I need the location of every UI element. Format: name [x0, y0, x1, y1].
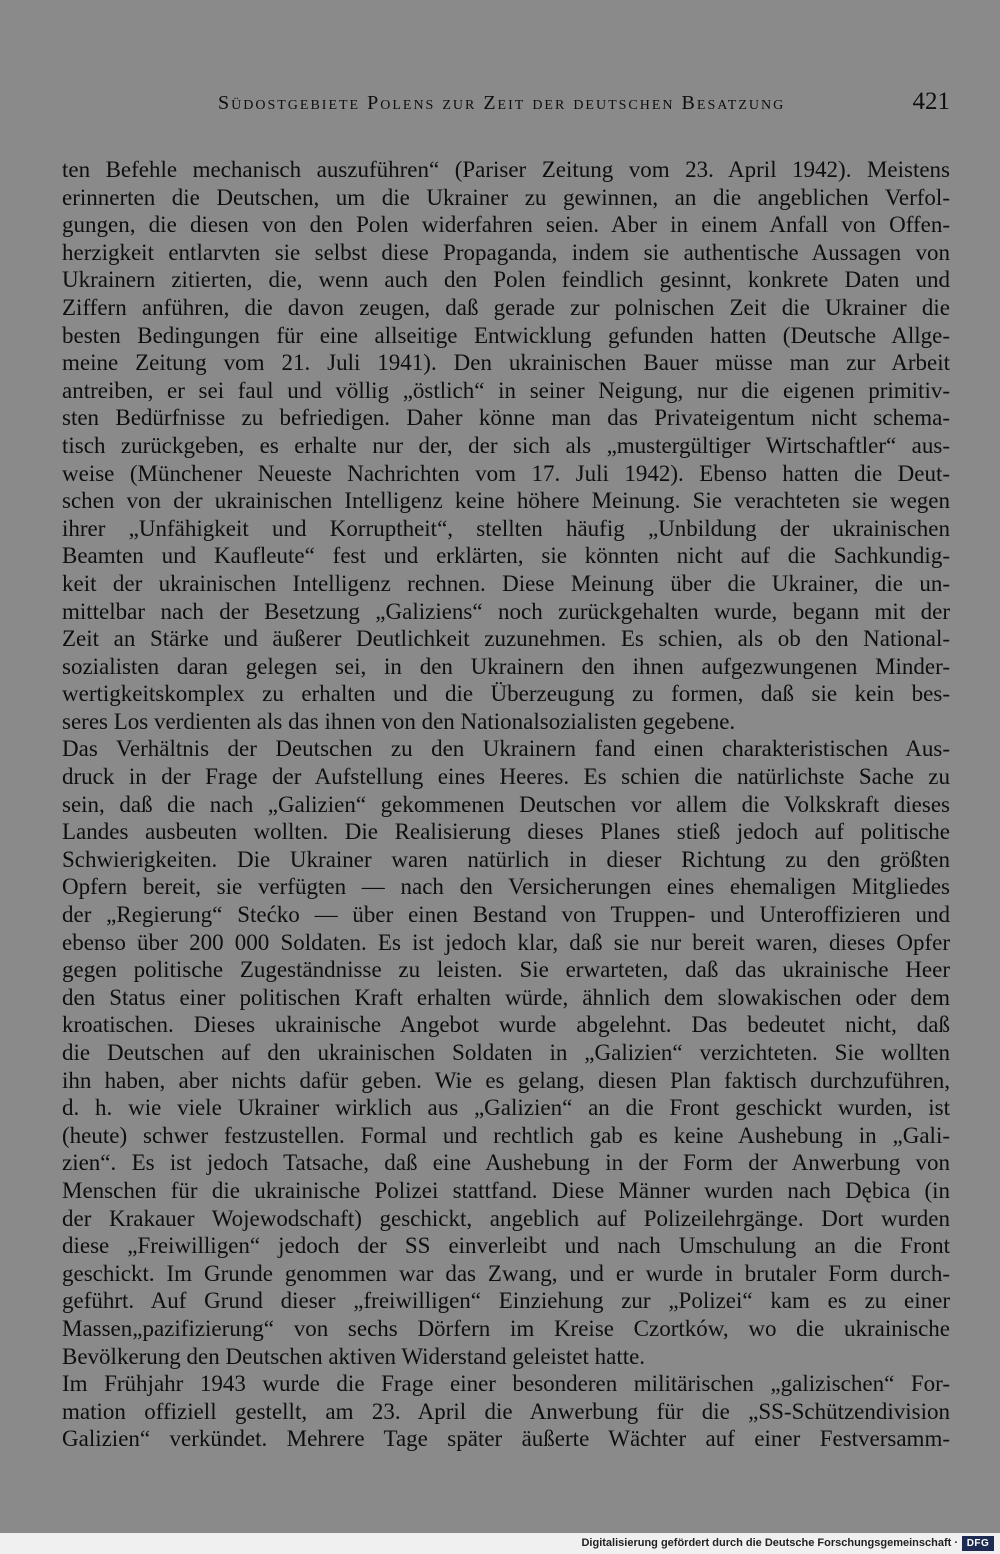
text-line: mation offiziell gestellt, am 23. April die Anwerbung für die „SS-Schützendivision [62, 1398, 950, 1424]
text-line: herzigkeit entlarvten sie selbst diese Propaganda, indem sie authentische Aussagen von [62, 239, 950, 265]
text-line: kroatischen. Dieses ukrainische Angebot wurde abgelehnt. Das bedeutet nicht, daß [62, 1012, 950, 1038]
text-line: Im Frühjahr 1943 wurde die Frage einer besonderen militärischen „galizischen“ For- [62, 1371, 950, 1397]
text-line: seres Los verdienten als das ihnen von den Nationalsozialisten gegebene. [62, 708, 736, 734]
text-line: keit der ukrainischen Intelligenz rechnen. Diese Meinung über die Ukrainer, die un- [62, 570, 950, 596]
text-line: mittelbar nach der Besetzung „Galiziens“ noch zurückgehalten wurde, begann mit der [62, 598, 950, 624]
text-line: die Deutschen auf den ukrainischen Soldaten in „Galizien“ verzichteten. Sie wollten [62, 1040, 950, 1065]
text-line: Opfern bereit, sie verfügten — nach den Versicherungen eines ehemaligen Mitgliedes [62, 874, 950, 900]
text-line: antreiben, er sei faul und völlig „östlich“ in seiner Neigung, nur die eigenen primitiv- [62, 377, 950, 403]
text-line: diese „Freiwilligen“ jedoch der SS einverleibt und nach Umschulung an die Front [62, 1233, 950, 1259]
text-line: zien“. Es ist jedoch Tatsache, daß eine Aushebung in der Form der Anwerbung von [62, 1150, 950, 1176]
text-line: druck in der Frage der Aufstellung eines Heeres. Es schien die natürlichste Sache zu [62, 764, 950, 790]
text-line: weise (Münchener Neueste Nachrichten vom 17. Juli 1942). Ebenso hatten die Deut- [62, 460, 950, 486]
text-line: Bevölkerung den Deutschen aktiven Widerstand geleistet hatte. [62, 1343, 646, 1369]
text-line: schen von der ukrainischen Intelligenz keine höhere Meinung. Sie verachteten sie wegen [62, 488, 950, 514]
text-line: der „Regierung“ Stećko — über einen Bestand von Truppen- und Unteroffizieren und [62, 902, 950, 928]
text-line: wertigkeitskomplex zu erhalten und die Überzeugung zu formen, daß sie kein bes- [62, 681, 950, 707]
text-line: gegen politische Zugeständnisse zu leisten. Sie erwarteten, daß das ukrainische Heer [62, 957, 950, 983]
text-line: Zeit an Stärke und äußerer Deutlichkeit zuzunehmen. Es schien, als ob den National- [62, 626, 950, 652]
text-line: (heute) schwer festzustellen. Formal und rechtlich gab es keine Aushebung in „Gali- [62, 1122, 950, 1148]
text-line: sozialisten daran gelegen sei, in den Ukrainern den ihnen aufgezwungenen Minder- [62, 653, 950, 679]
text-line: sein, daß die nach „Galizien“ gekommenen Deutschen vor allem die Volkskraft dieses [62, 791, 950, 817]
text-line: sten Bedürfnisse zu befriedigen. Daher könne man das Privateigentum nicht schema- [62, 405, 950, 431]
text-line: gungen, die diesen von den Polen widerfahren seien. Aber in einem Anfall von Offen- [62, 212, 950, 238]
text-line: ihrer „Unfähigkeit und Korruptheit“, stellten häufig „Unbildung der ukrainischen [62, 515, 950, 541]
text-line: ten Befehle mechanisch auszuführen“ (Pariser Zeitung vom 23. April 1942). Meistens [62, 157, 950, 182]
text-line: Beamten und Kaufleute“ fest und erklärten, sie könnten nicht auf die Sachkundig- [62, 543, 950, 569]
page-number: 421 [912, 88, 950, 115]
text-line: tisch zurückgeben, es erhalte nur der, der sich als „mustergültiger Wirtschaftler“ aus- [62, 432, 950, 458]
text-line: Ukrainern zitierten, die, wenn auch den Polen feindlich gesinnt, konkrete Daten und [62, 267, 950, 293]
text-line: meine Zeitung vom 21. Juli 1941). Den ukrainischen Bauer müsse man zur Arbeit [62, 350, 950, 376]
text-line: der Krakauer Wojewodschaft) geschickt, angeblich auf Polizeilehrgänge. Dort wurden [62, 1205, 950, 1231]
text-line: Ziffern anführen, die davon zeugen, daß gerade zur polnischen Zeit die Ukrainer die [62, 294, 950, 320]
text-line: geführt. Auf Grund dieser „freiwilligen“ Einziehung zur „Polizei“ kam es zu einer [62, 1288, 950, 1314]
text-line: besten Bedingungen für eine allseitige Entwicklung gefunden hatten (Deutsche Allge- [62, 322, 950, 348]
text-line: erinnerten die Deutschen, um die Ukrainer zu gewinnen, an die angeblichen Verfol- [62, 184, 950, 210]
running-title: Südostgebiete Polens zur Zeit der deutschen Besatzung [218, 92, 786, 114]
digitization-footer [0, 1533, 1000, 1554]
text-line: Landes ausbeuten wollten. Die Realisierung dieses Planes stieß jedoch auf politische [62, 819, 950, 845]
dfg-logo: DFG [962, 1536, 994, 1551]
text-line: geschickt. Im Grunde genommen war das Zwang, und er wurde in brutaler Form durch- [62, 1260, 950, 1286]
text-line: d. h. wie viele Ukrainer wirklich aus „Galizien“ an die Front geschickt wurden, ist [62, 1095, 950, 1121]
text-line: Das Verhältnis der Deutschen zu den Ukrainern fand einen charakteristischen Aus- [62, 736, 950, 762]
text-line: ihn haben, aber nichts dafür geben. Wie es gelang, diesen Plan faktisch durchzuführen, [62, 1067, 950, 1093]
text-line: Massen„pazifizierung“ von sechs Dörfern im Kreise Czortków, wo die ukrainische [62, 1315, 950, 1341]
digitization-credit: Digitalisierung gefördert durch die Deutsche Forschungsgemeinschaft · [581, 1537, 958, 1549]
text-line: Galizien“ verkündet. Mehrere Tage später äußerte Wächter auf einer Festversamm- [62, 1426, 950, 1452]
article-body [62, 156, 950, 1453]
text-line: Schwierigkeiten. Die Ukrainer waren natürlich in dieser Richtung zu den größten [62, 846, 950, 872]
text-line: Menschen für die ukrainische Polizei stattfand. Diese Männer wurden nach Dębica (in [62, 1177, 950, 1203]
text-line: den Status einer politischen Kraft erhalten würde, ähnlich dem slowakischen oder dem [62, 984, 950, 1010]
text-line: ebenso über 200 000 Soldaten. Es ist jedoch klar, daß sie nur bereit waren, dieses Opfer [62, 929, 950, 955]
